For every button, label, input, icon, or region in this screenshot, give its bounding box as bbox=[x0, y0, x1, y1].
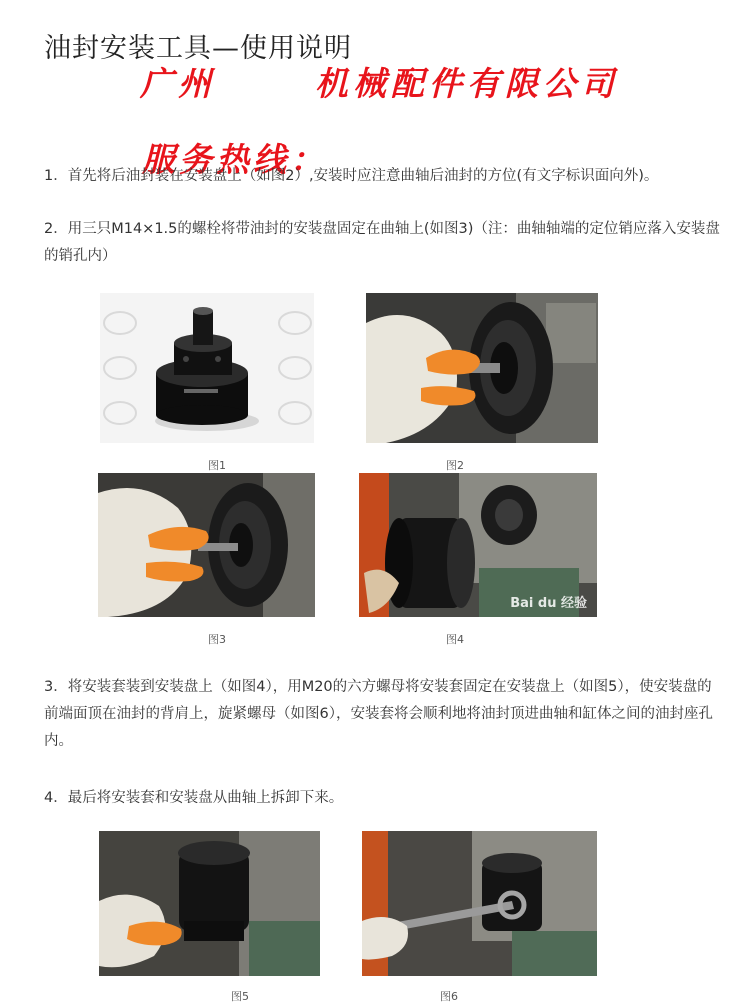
company-name-stamp: 广州 机械配件有限公司 bbox=[140, 64, 619, 103]
step-3-text: 3．将安装套装到安装盘上（如图4），用M20的六方螺母将安装套固定在安装盘上（如图5），使安装盘的前端面顶在油封的背肩上，旋紧螺母（如图6），安装套将会顺利地将油封顶进曲轴和缸体之间的油封座孔内。 bbox=[44, 679, 713, 749]
figure-5-image bbox=[99, 831, 320, 976]
figure-4-image bbox=[359, 473, 597, 617]
figure-3-image bbox=[98, 473, 315, 617]
figure-4-caption: 图4 bbox=[446, 633, 464, 646]
step-2-text: 2．用三只M14×1.5的螺栓将带油封的安装盘固定在曲轴上(如图3)（注：曲轴轴端的定位销应落入安装盘的销孔内） bbox=[44, 221, 720, 264]
step-4-text: 4．最后将安装套和安装盘从曲轴上拆卸下来。 bbox=[44, 790, 344, 806]
figure-6-caption: 图6 bbox=[440, 990, 458, 1003]
figure-1-caption: 图1 bbox=[208, 459, 226, 472]
figure-5-caption: 图5 bbox=[231, 990, 249, 1003]
figure-2-caption: 图2 bbox=[446, 459, 464, 472]
figure-6-image bbox=[362, 831, 597, 976]
figure-1-image bbox=[100, 293, 314, 443]
service-hotline-stamp: 服务热线： bbox=[142, 140, 327, 179]
page-title: 油封安装工具—使用说明 bbox=[44, 33, 352, 64]
figure-2-image bbox=[366, 293, 598, 443]
baidu-watermark: Bai du 经验 bbox=[510, 596, 587, 611]
figure-3-caption: 图3 bbox=[208, 633, 226, 646]
step-1-text: 1．首先将后油封装在安装盘上（如图2）,安装时应注意曲轴后油封的方位(有文字标识面向外)。 bbox=[44, 168, 659, 184]
